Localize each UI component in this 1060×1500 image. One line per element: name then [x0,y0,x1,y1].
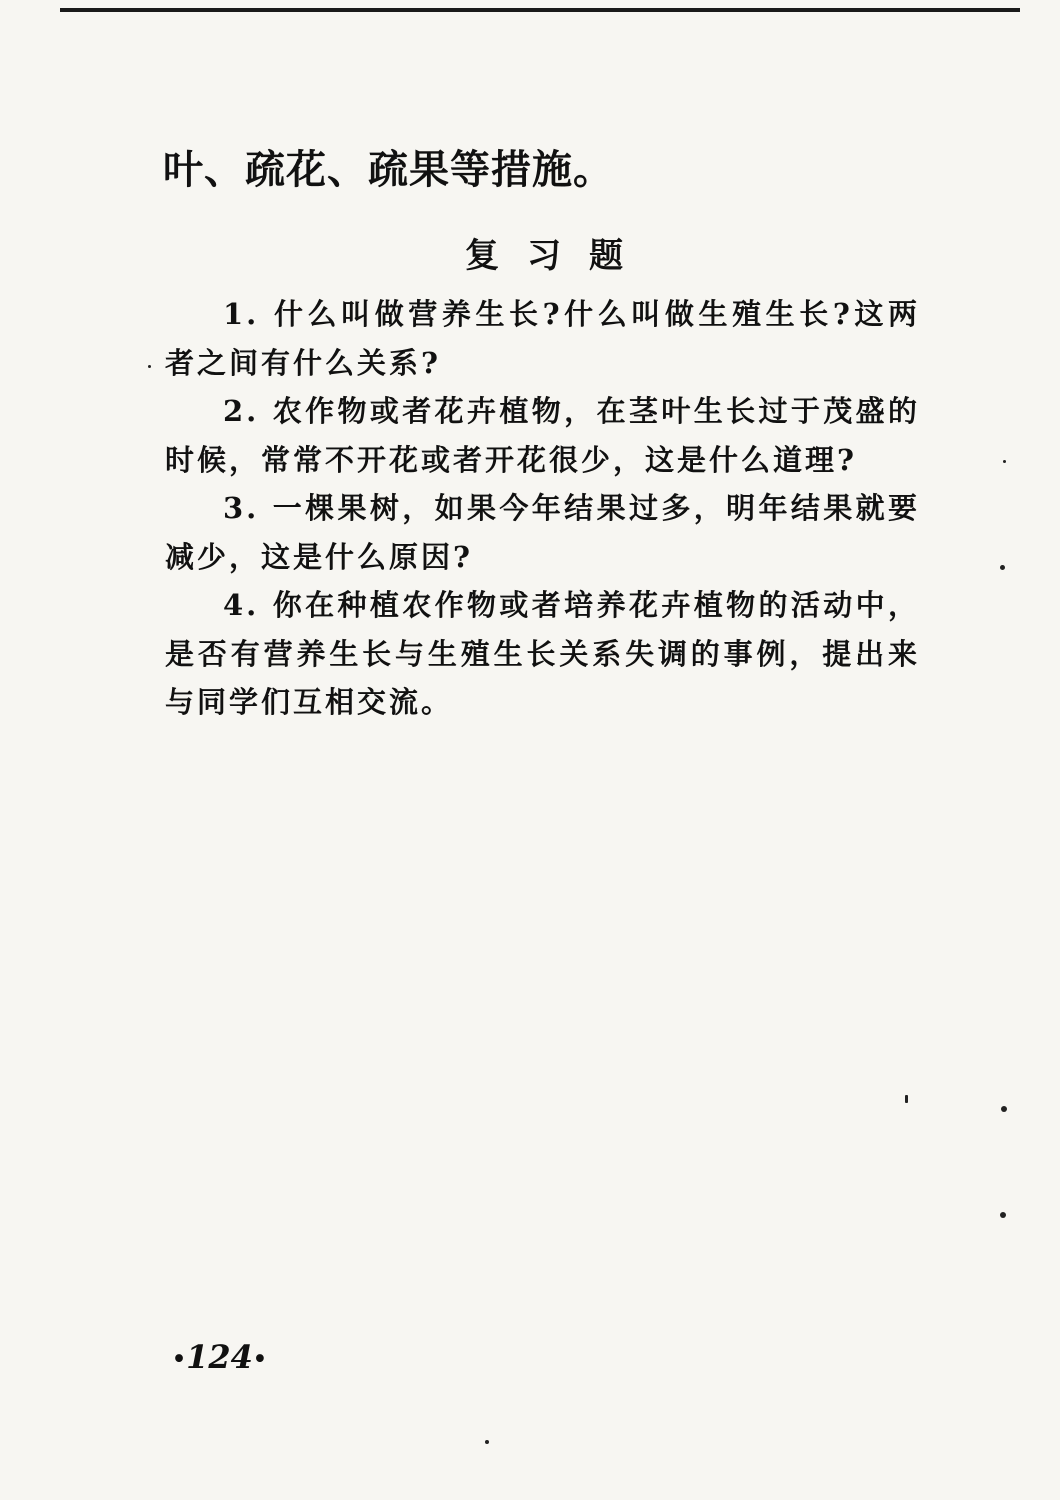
scan-speck [1000,1212,1006,1218]
review-questions [165,290,920,727]
page-number-dot-left: • [172,1346,187,1373]
scan-speck [1001,1106,1007,1112]
scan-speck [1003,460,1006,463]
section-heading: 复习题 [465,236,651,276]
page-number-value: 124 [186,1338,253,1376]
scan-speck [485,1440,489,1444]
top-rule [60,8,1020,12]
page-number-dot-right: • [252,1346,267,1373]
scan-speck [148,365,151,368]
page-number [172,1338,267,1376]
question-item: 4. 你在种植农作物或者培养花卉植物的活动中，是否有营养生长与生殖生长关系失调的事例，提出来与同学们互相交流。 [165,588,920,719]
scan-speck [1000,565,1005,570]
question-item: 3. 一棵果树，如果今年结果过多，明年结果就要减少，这是什么原因? [165,491,920,574]
continuation-text: 叶、疏花、疏果等措施。 [163,146,614,193]
scan-speck [905,1095,908,1103]
question-item: 2. 农作物或者花卉植物，在茎叶生长过于茂盛的时候，常常不开花或者开花很少，这是什么道理? [165,394,920,477]
question-item: 1. 什么叫做营养生长?什么叫做生殖生长?这两者之间有什么关系? [165,297,920,380]
